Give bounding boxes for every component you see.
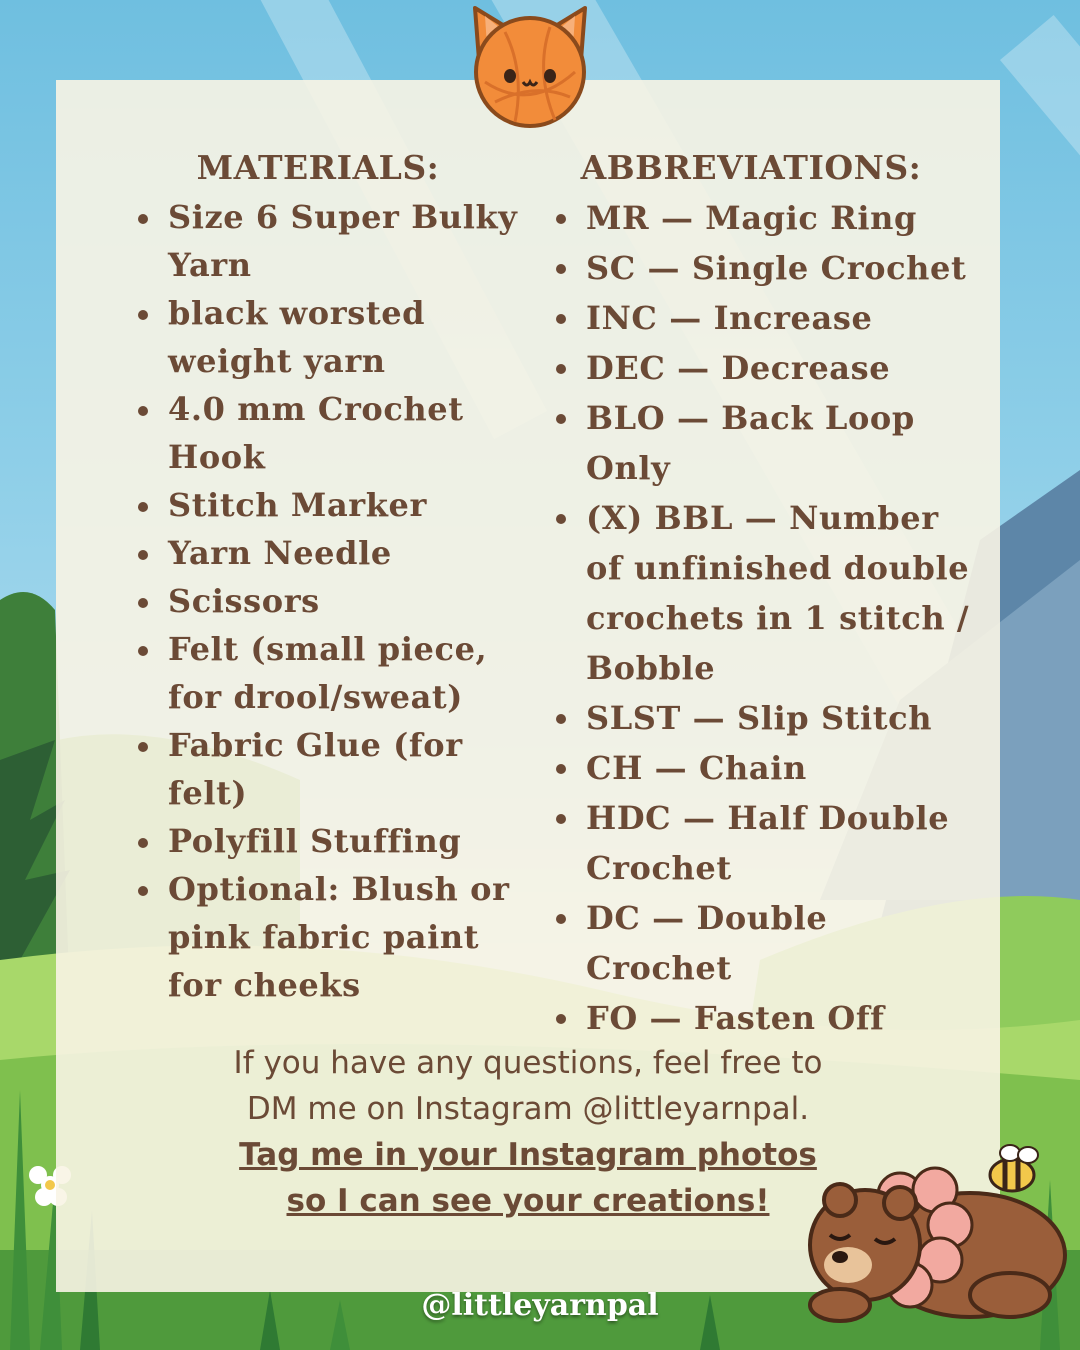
list-item: CH — Chain	[556, 743, 976, 793]
content-card	[56, 80, 1000, 1292]
abbreviations-list	[556, 193, 976, 1043]
list-item: 4.0 mm Crochet Hook	[138, 385, 538, 481]
list-item: INC — Increase	[556, 293, 976, 343]
materials-list	[138, 193, 538, 1009]
list-item: FO — Fasten Off	[556, 993, 976, 1043]
list-item: MR — Magic Ring	[556, 193, 976, 243]
list-item: black worsted weight yarn	[138, 289, 538, 385]
list-item: Optional: Blush or pink fabric paint for cheeks	[138, 865, 538, 1009]
materials-section	[138, 148, 538, 1009]
list-item: BLO — Back Loop Only	[556, 393, 976, 493]
bee-icon	[990, 1145, 1038, 1191]
list-item: Fabric Glue (for felt)	[138, 721, 538, 817]
list-item: SLST — Slip Stitch	[556, 693, 976, 743]
list-item: DC — Double Crochet	[556, 893, 976, 993]
instagram-handle: @littleyarnpal	[421, 1288, 659, 1323]
abbreviations-section	[556, 148, 976, 1043]
list-item: Yarn Needle	[138, 529, 538, 577]
list-item: Felt (small piece, for drool/sweat)	[138, 625, 538, 721]
list-item: Size 6 Super Bulky Yarn	[138, 193, 538, 289]
footer-question-text: If you have any questions, feel free to DM me on Instagram @littleyarnpal.	[233, 1045, 823, 1127]
materials-title: MATERIALS:	[196, 148, 440, 187]
list-item: Scissors	[138, 577, 538, 625]
list-item: SC — Single Crochet	[556, 243, 976, 293]
list-item: Stitch Marker	[138, 481, 538, 529]
list-item: (X) BBL — Number of unfinished double crochets in 1 stitch / Bobble	[556, 493, 976, 693]
tag-me-link[interactable]: Tag me in your Instagram photos so I can see your creations!	[239, 1137, 817, 1219]
list-item: DEC — Decrease	[556, 343, 976, 393]
list-item: Polyfill Stuffing	[138, 817, 538, 865]
abbreviations-title: ABBREVIATIONS:	[580, 148, 922, 187]
cat-yarn-icon	[465, 2, 595, 130]
list-item: HDC — Half Double Crochet	[556, 793, 976, 893]
